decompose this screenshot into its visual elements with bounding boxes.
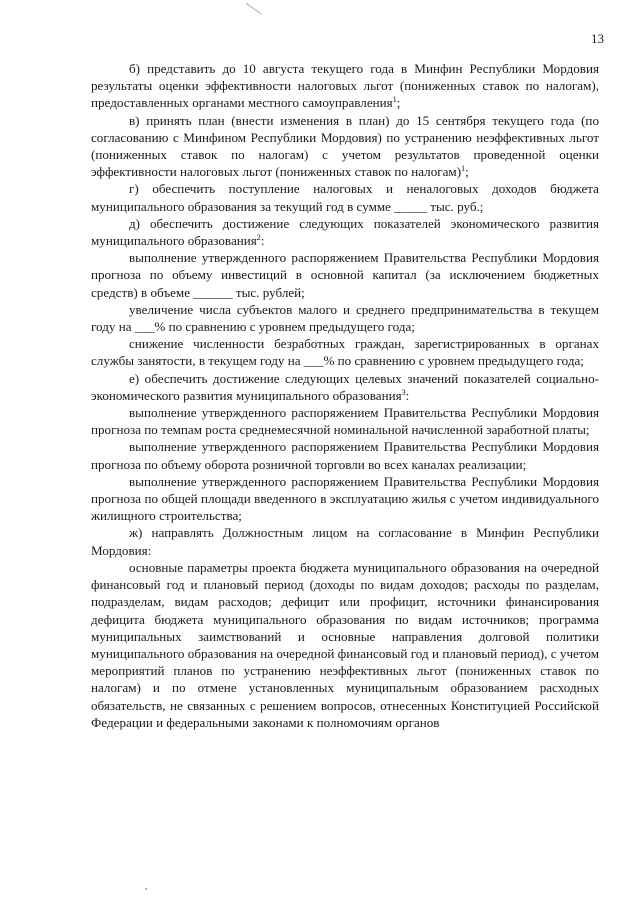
paragraph-zh: ж) направлять Должностным лицом на согласование в Минфин Республики Мордовия:	[91, 525, 599, 558]
paragraph-small-business: увеличение числа субъектов малого и среднего предпринимательства в текущем году на ___% по сравнению с уровнем предыдущего года;	[91, 301, 599, 335]
paragraph-wages: выполнение утвержденного распоряжением Правительства Республики Мордовия прогноза по темпам роста среднемесячной номинальной начисленной заработной платы;	[91, 405, 599, 438]
scan-mark-top	[244, 2, 264, 16]
paragraph-b: б) представить до 10 августа текущего года в Минфин Республики Мордовия результаты оценки эффективности налоговых льгот (пониженных ставок по налогам), предоставленных органами местного самоуправления$^1$;	[91, 61, 599, 111]
footnote-ref: 1	[392, 95, 397, 105]
footnote-ref: 1	[461, 164, 466, 174]
paragraph-retail: выполнение утвержденного распоряжением Правительства Республики Мордовия прогноза по объему оборота розничной торговли во всех каналах реализации;	[91, 439, 599, 472]
paragraph-g: г) обеспечить поступление налоговых и неналоговых доходов бюджета муниципального образования за текущий год в сумме _____ тыс. руб.;	[91, 181, 599, 214]
paragraph-investments: выполнение утвержденного распоряжением Правительства Республики Мордовия прогноза по объему инвестиций в основной капитал (за исключением бюджетных средств) в объеме ______ тыс. рублей;	[91, 250, 599, 300]
paragraph-e: е) обеспечить достижение следующих целевых значений показателей социально-экономического развития муниципального образования$^3$:	[91, 370, 599, 403]
document-body	[91, 60, 599, 731]
page-number: 13	[591, 31, 604, 46]
paragraph-budget-parameters: основные параметры проекта бюджета муниципального образования на очередной финансовый год и плановый период (доходы по видам доходов; расходы по разделам, подразделам, видам расходов; дефицит или профицит, источники финансирования дефицита бюджета муниципального образования по видам источников; программа муниципальных заимствований и основные направления долговой политики муниципального образования на очередной финансовый год и плановый период), с учетом мероприятий планов по устранению неэффективных льгот (пониженных ставок по налогам) и по отмене установленных муниципальным образованием расходных обязательств, не связанных с решением вопросов, отнесенных Конституцией Российской Федерации и федеральными законами к полномочиям органов	[91, 559, 599, 730]
paragraph-unemployment: снижение численности безработных граждан, зарегистрированных в органах службы занятости, в текущем году на ___% по сравнению с уровнем предыдущего года;	[91, 336, 599, 369]
footnote-ref: 3	[401, 387, 406, 397]
footnote-ref: 2	[256, 233, 261, 243]
paragraph-v: в) принять план (внести изменения в план) до 15 сентября текущего года (по согласованию с Минфином Республики Мордовия) по устранению неэффективных льгот (пониженных ставок по налогам) с учетом результатов проведенной оценки эффективности налоговых льгот (пониженных ставок по налогам)$^1$;	[91, 112, 599, 180]
paragraph-d: д) обеспечить достижение следующих показателей экономического развития муниципального образования$^2$:	[91, 215, 599, 249]
paragraph-housing: выполнение утвержденного распоряжением Правительства Республики Мордовия прогноза по общей площади введенного в эксплуатацию жилья с учетом индивидуального жилищного строительства;	[91, 473, 599, 524]
scan-mark-bottom	[143, 886, 151, 892]
